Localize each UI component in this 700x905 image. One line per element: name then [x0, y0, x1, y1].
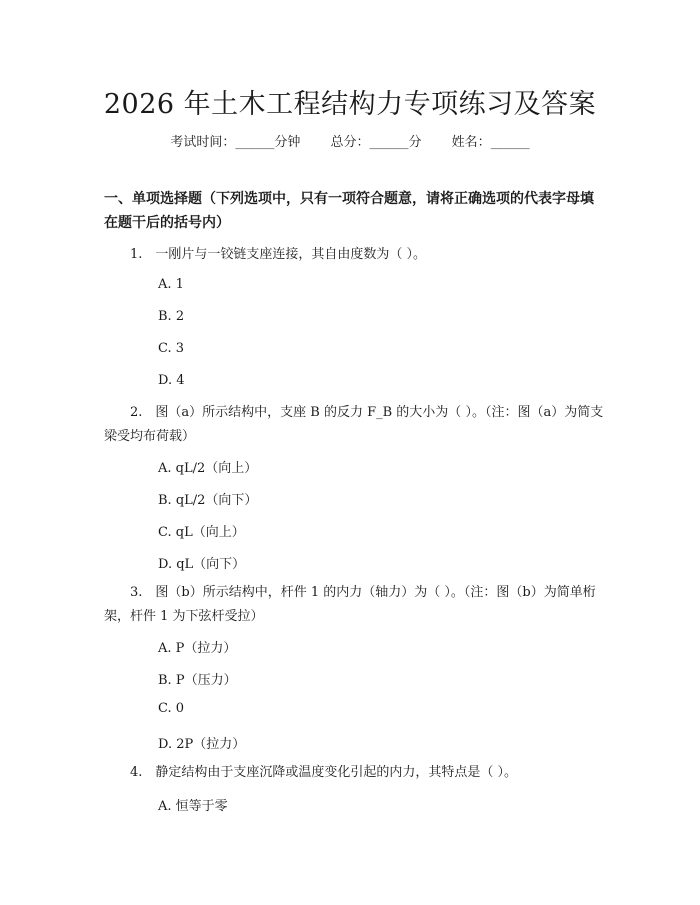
total-score-field: 总分：______分 [330, 135, 422, 150]
question-1-option-c: C. 3 [158, 341, 185, 356]
name-field: 姓名：______ [451, 135, 530, 150]
question-4-option-a: A. 恒等于零 [158, 799, 228, 814]
exam-info [0, 131, 700, 150]
page-title: 2026 年土木工程结构力专项练习及答案 [103, 89, 597, 120]
question-1-option-a: A. 1 [158, 277, 184, 292]
question-stem-1: 1. 一刚片与一铰链支座连接，其自由度数为（ ）。 [130, 247, 427, 262]
question-3-option-b: B. P（压力） [158, 673, 237, 688]
question-2-option-a: A. qL/2（向上） [158, 461, 258, 476]
question-3-option-d: D. 2P（拉力） [158, 737, 246, 752]
exam-time-field: 考试时间：______分钟 [170, 135, 301, 150]
question-3-option-a: A. P（拉力） [158, 641, 237, 656]
question-2-option-b: B. qL/2（向下） [158, 493, 258, 508]
question-stem-2: 2. 图（a）所示结构中，支座 B 的反力 F_B 的大小为（ ）。（注：图（a）为简支梁受均布荷载） [104, 405, 604, 444]
question-1-option-d: D. 4 [158, 373, 185, 388]
question-2-option-c: C. qL（向上） [158, 525, 245, 540]
question-2-option-d: D. qL（向下） [158, 557, 246, 572]
question-stem-4: 4. 静定结构由于支座沉降或温度变化引起的内力，其特点是（ ）。 [130, 765, 518, 780]
question-1-option-b: B. 2 [158, 309, 185, 324]
section-heading: 一、单项选择题（下列选项中，只有一项符合题意，请将正确选项的代表字母填在题干后的括号内） [104, 191, 594, 231]
question-3-option-c: C. 0 [158, 701, 185, 716]
question-stem-3: 3. 图（b）所示结构中，杆件 1 的内力（轴力）为（ ）。（注：图（b）为简单桁架，杆件 1 为下弦杆受拉） [104, 585, 596, 624]
